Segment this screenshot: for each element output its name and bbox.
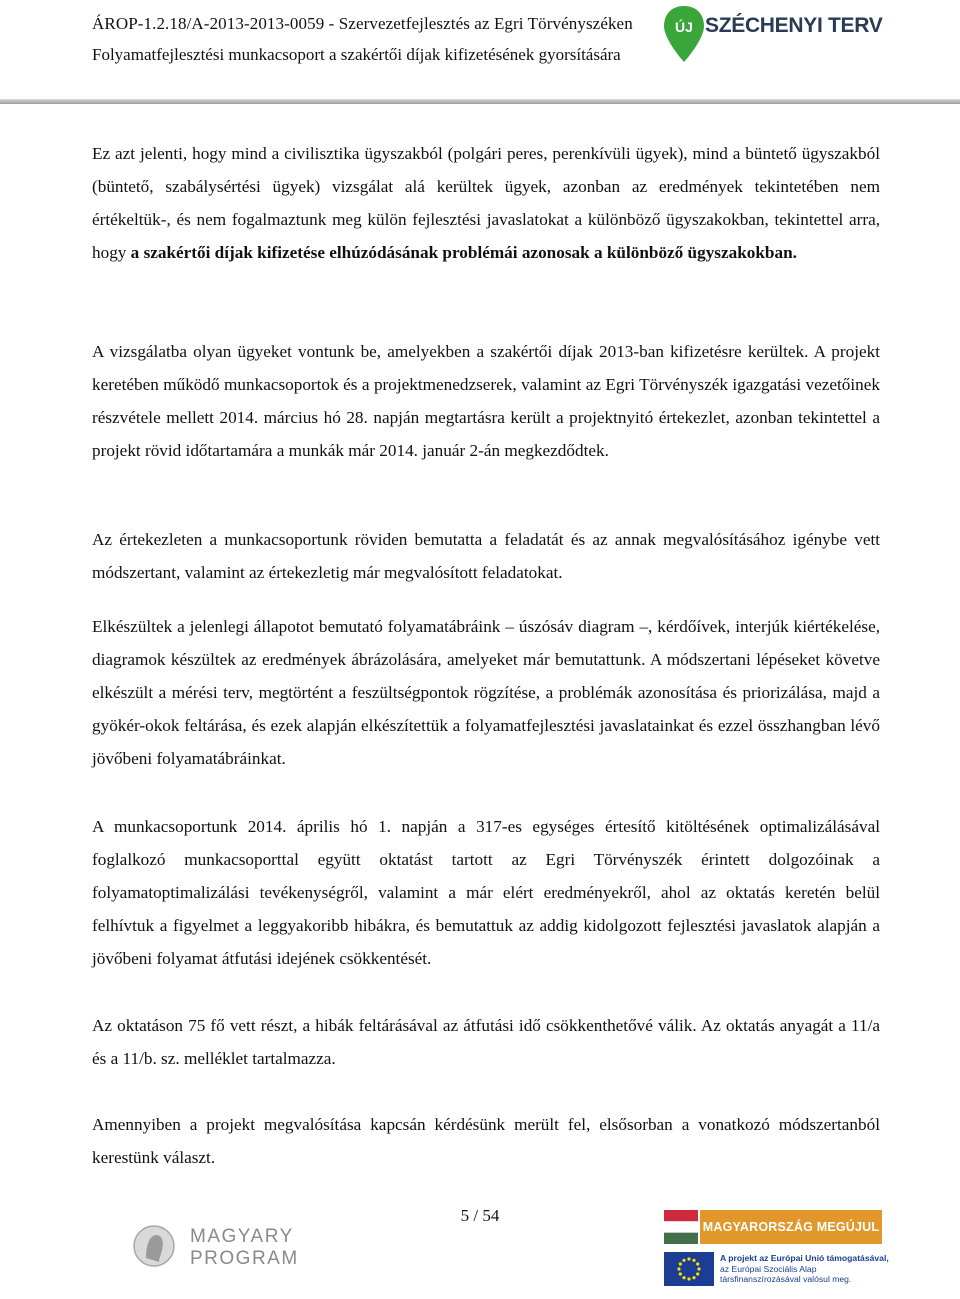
paragraph-2 — [92, 335, 880, 467]
eu-note-line3: társfinanszírozásával valósul meg. — [720, 1274, 852, 1284]
magyary-line2: PROGRAM — [190, 1248, 299, 1269]
logo-badge-text: ÚJ — [675, 19, 693, 35]
paragraph-6-text: Az oktatáson 75 fő vett részt, a hibák feltárásával az átfutási idő csökkenthetővé válik. Az oktatás anyagát a 11/a és a 11/b. sz. melléklet tartalmazza. — [92, 1016, 880, 1068]
eu-note-line1: A projekt az Európai Unió támogatásával, — [720, 1253, 889, 1263]
paragraph-3-text: Az értekezleten a munkacsoportunk röviden bemutatta a feladatát és az annak megvalósításához igénybe vett módszertant, valamint az értekezletig már megvalósított feladatokat. — [92, 530, 880, 582]
eu-flag-icon — [664, 1252, 714, 1286]
paragraph-2-text: A vizsgálatba olyan ügyeket vontunk be, amelyekben a szakértői díjak 2013-ban kifizetésre kerültek. A projekt keretében működő munkacsoportok és a projektmenedzserek, valamint az Egri Törvényszék igazgatási vezetőinek részvétele mellett 2014. március hó 28. napján megtartásra került a projektnyitó értekezlet, azonban tekintettel a projekt rövid időtartamára a munkák már 2014. január 2-án megkezdődtek. — [92, 342, 880, 460]
eu-note-line2: az Európai Szociális Alap — [720, 1263, 817, 1274]
paragraph-5-text: A munkacsoportunk 2014. április hó 1. napján a 317-es egységes értesítő kitöltésének optimalizálásával foglalkozó munkacsoporttal együtt oktatást tartott az Egri Törvényszék érintett dolgozóinak a folyamatoptimalizálási tevékenységről, valamint a már elért eredményekről, ahol az oktatás keretén belül felhívtuk a figyelmet a leggyakoribb hibákra, és bemutattuk az addig kidolgozott fejlesztési javaslatok alapján a jövőbeni folyamat átfutási idejének csökkentését. — [92, 817, 880, 968]
header-workgroup-title: Folyamatfejlesztési munkacsoport a szakértői díjak kifizetésének gyorsítására — [92, 45, 621, 64]
paragraph-1-bold: a szakértői díjak kifizetése elhúzódásának problémái azonosak a különböző ügyszakokban. — [130, 243, 797, 262]
magyary-line1: MAGYARY — [190, 1226, 294, 1247]
hungarian-flag-icon — [664, 1210, 698, 1244]
paragraph-7-text: Amennyiben a projekt megvalósítása kapcsán kérdésünk merült fel, elsősorban a vonatkozó módszertanból kerestünk választ. — [92, 1115, 880, 1167]
paragraph-7 — [92, 1108, 880, 1174]
magyary-program-text — [190, 1226, 299, 1270]
header-divider — [0, 99, 960, 104]
page-header — [0, 0, 960, 110]
eu-funding-note — [720, 1253, 890, 1285]
paragraph-1 — [92, 137, 880, 269]
paragraph-5 — [92, 810, 880, 975]
paragraph-6 — [92, 1009, 880, 1075]
magyarorszag-megujul-banner: MAGYARORSZÁG MEGÚJUL — [700, 1210, 882, 1244]
paragraph-3 — [92, 523, 880, 589]
paragraph-4-text: Elkészültek a jelenlegi állapotot bemutató folyamatábráink – úszósáv diagram –, kérdőívek, interjúk kiértékelése, diagramok készültek az eredmények ábrázolására, amelyeket már bemutattunk. A módszertani lépéseket követve elkészült a mérési terv, megtörtént a feszültségpontok rögzítése, a problémák azonosítása és priorizálása, majd a gyökér-okok feltárása, és ezek alapján elkészítettük a folyamatfejlesztési javaslatainkat és ezzel összhangban lévő jövőbeni folyamatábráinkat. — [92, 617, 880, 768]
szechenyi-terv-text: SZÉCHENYI TERV — [705, 14, 883, 37]
page-number: 5 / 54 — [460, 1206, 500, 1225]
header-project-code: ÁROP-1.2.18/A-2013-2013-0059 - Szervezetfejlesztés az Egri Törvényszéken — [92, 14, 633, 33]
paragraph-1-text: Ez azt jelenti, hogy mind a civilisztika ügyszakból (polgári peres, perenkívüli ügyek), mind a büntető ügyszakból (büntető, szabálysértési ügyek) vizsgálat alá kerültek ügyek, azonban az eredmények tekintetében nem értékeltük-, és nem fogalmaztunk meg külön fejlesztési javaslatokat a különböző ügyszakokban, tekintettel arra, hogy — [92, 144, 880, 262]
paragraph-4 — [92, 610, 880, 775]
